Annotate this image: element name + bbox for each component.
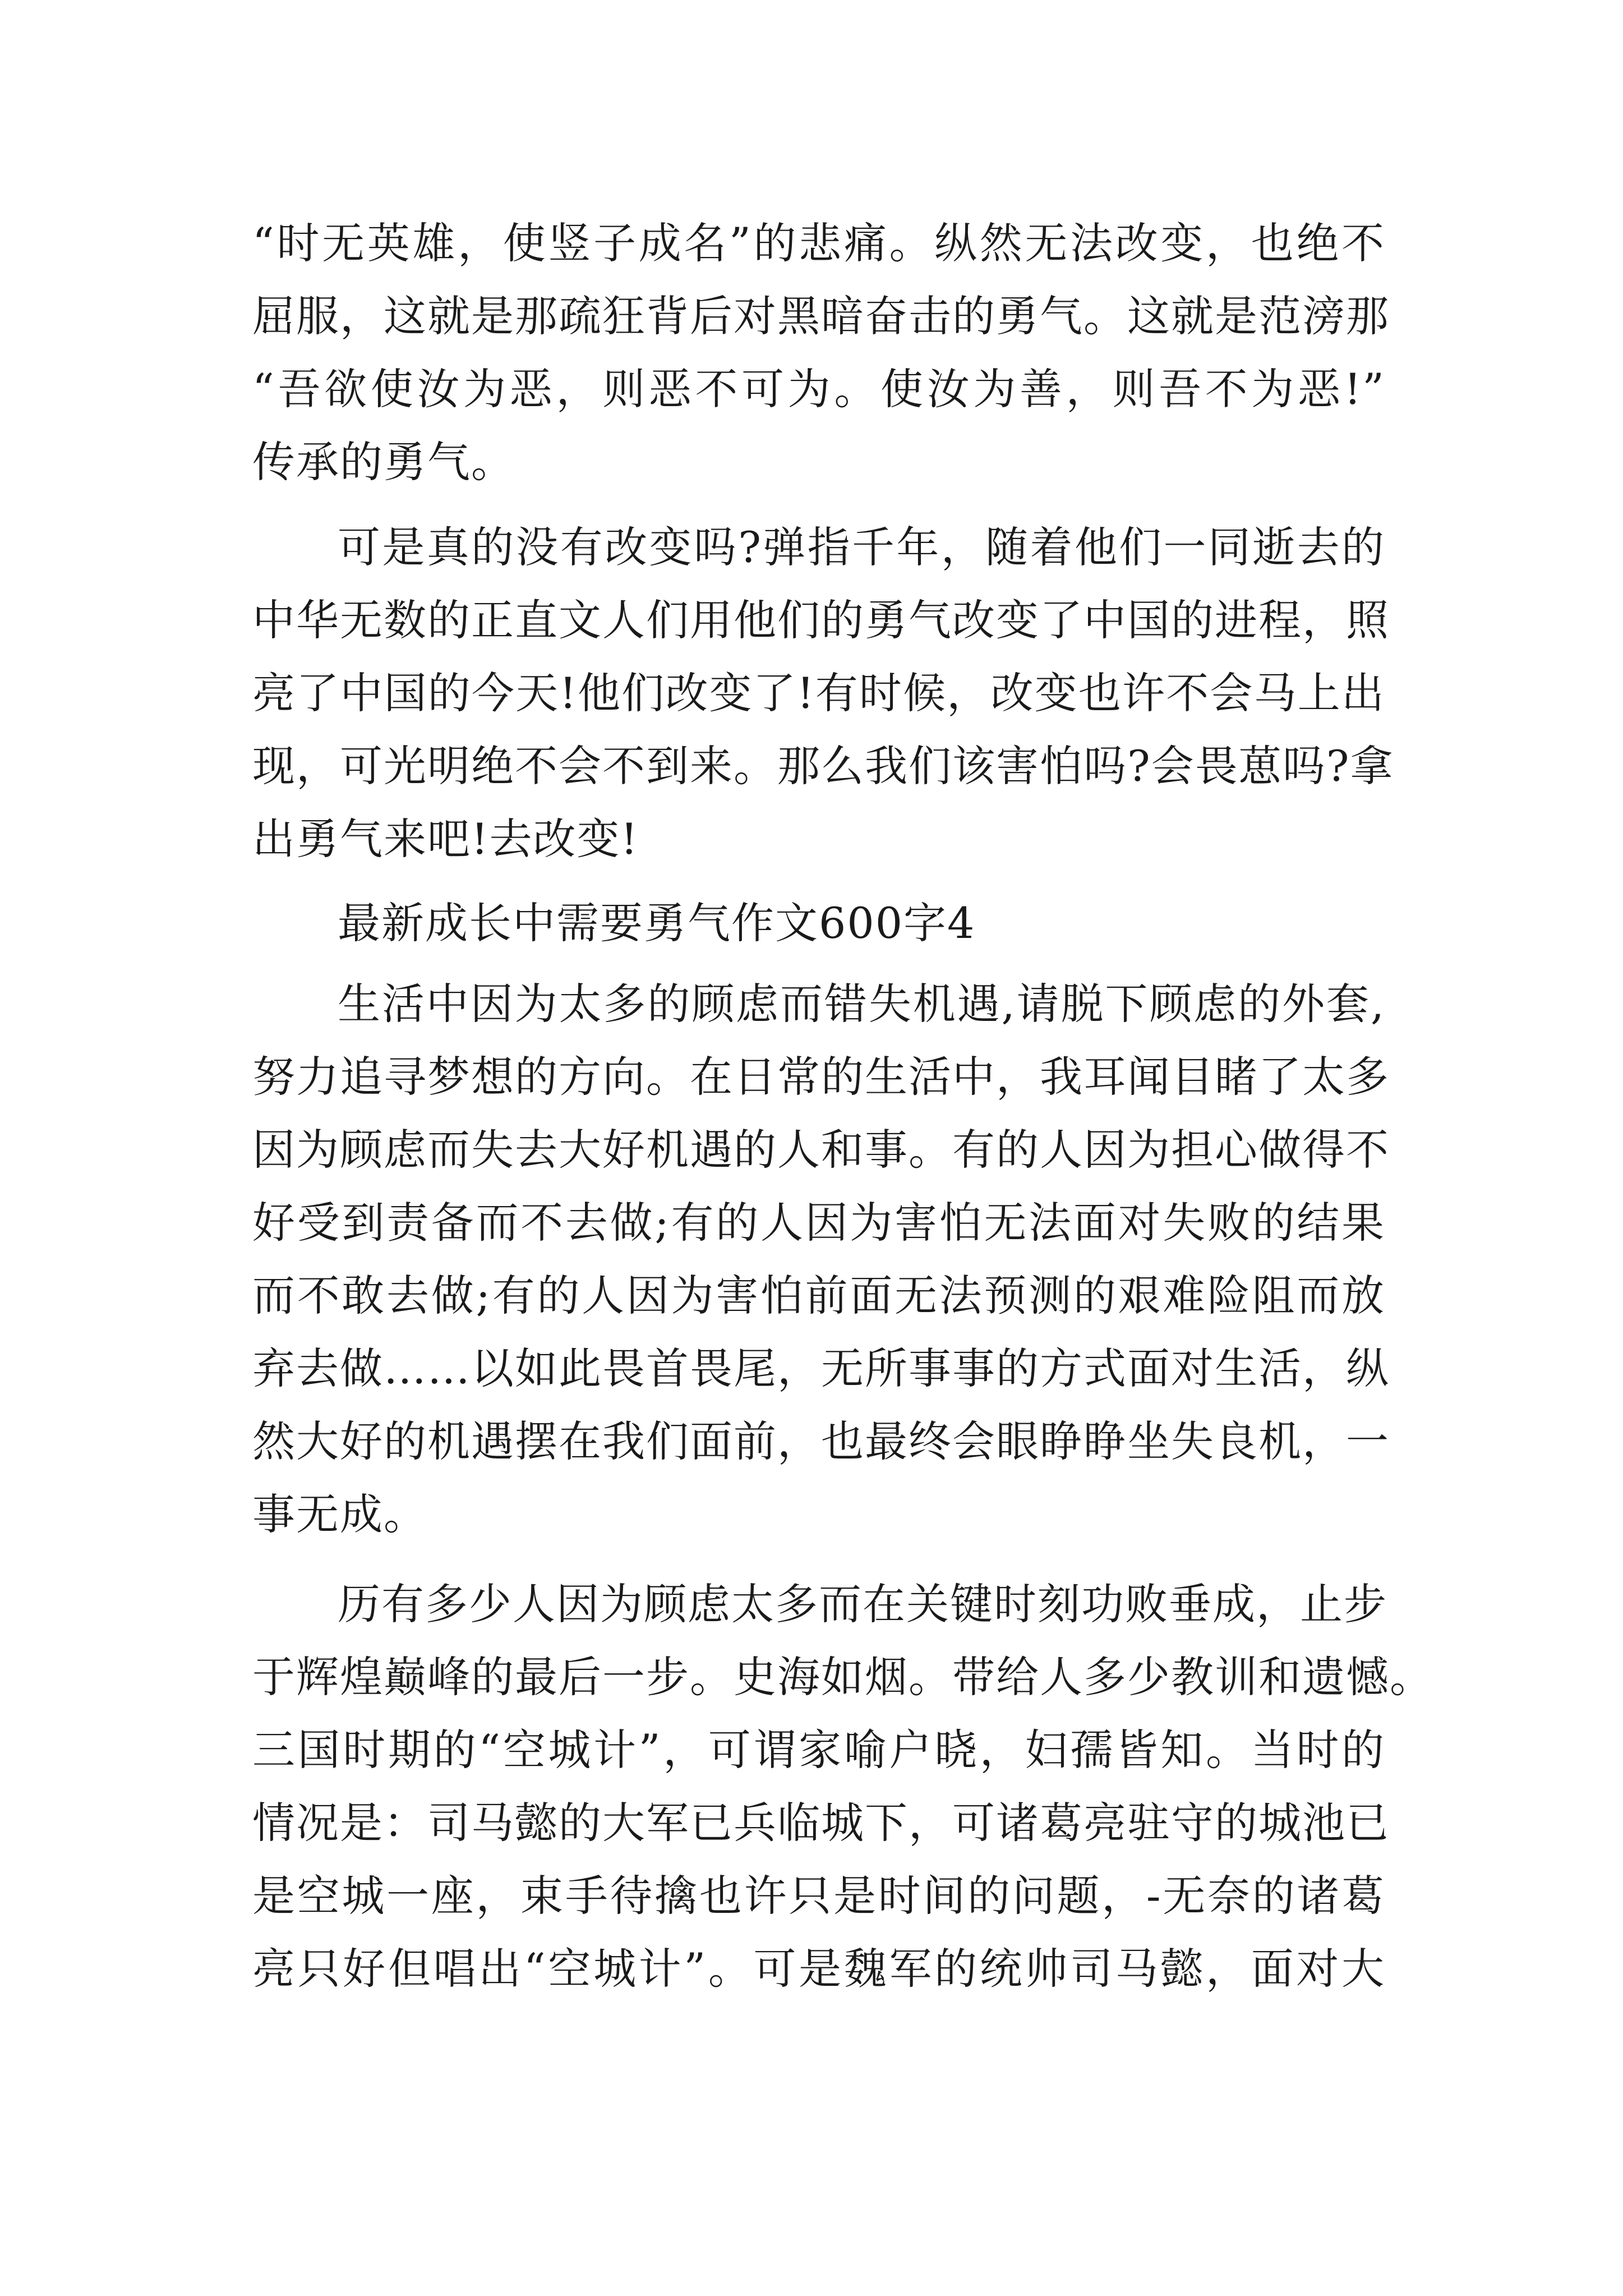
text-line: 情况是：司马懿的大军已兵临城下，可诸葛亮驻守的城池已	[252, 1798, 1390, 1848]
text-line: 出勇气来吧!去改变!	[252, 814, 639, 864]
text-line: 传承的勇气。	[252, 437, 515, 487]
text-line: 屈服，这就是那疏狂背后对黑暗奋击的勇气。这就是范滂那	[252, 291, 1390, 341]
text-line: 生活中因为太多的顾虑而错失机遇,请脱下顾虑的外套,	[338, 979, 1385, 1029]
text-line: 弃去做……以如此畏首畏尾，无所事事的方式面对生活，纵	[252, 1343, 1390, 1393]
text-line: 然大好的机遇摆在我们面前，也最终会眼睁睁坐失良机，一	[252, 1416, 1390, 1466]
text-line: 事无成。	[252, 1489, 427, 1539]
text-line: 亮只好但唱出“空城计”。可是魏军的统帅司马懿，面对大	[252, 1944, 1385, 1994]
text-line: 是空城一座，束手待擒也许只是时间的问题，-无奈的诸葛	[252, 1871, 1385, 1921]
text-line: 历有多少人因为顾虑太多而在关键时刻功败垂成，止步	[338, 1579, 1387, 1629]
text-line: 好受到责备而不去做;有的人因为害怕无法面对失败的结果	[252, 1198, 1385, 1248]
text-line: 最新成长中需要勇气作文600字4	[338, 898, 976, 948]
text-line: 中华无数的正直文人们用他们的勇气改变了中国的进程，照	[252, 595, 1390, 645]
text-line: 三国时期的“空城计”，可谓家喻户晓，妇孺皆知。当时的	[252, 1725, 1385, 1775]
text-line: 而不敢去做;有的人因为害怕前面无法预测的艰难险阻而放	[252, 1271, 1385, 1320]
text-line: “吾欲使汝为恶，则恶不可为。使汝为善，则吾不为恶!”	[252, 364, 1385, 414]
text-line: 可是真的没有改变吗?弹指千年，随着他们一同逝去的	[338, 522, 1385, 572]
text-line: 于辉煌巅峰的最后一步。史海如烟。带给人多少教训和遗憾。	[252, 1652, 1433, 1702]
text-line: 因为顾虑而失去大好机遇的人和事。有的人因为担心做得不	[252, 1125, 1390, 1175]
text-line: 亮了中国的今天!他们改变了!有时候，改变也许不会马上出	[252, 668, 1385, 718]
text-line: 现，可光明绝不会不到来。那么我们该害怕吗?会畏葸吗?拿	[252, 741, 1394, 791]
text-line: 努力追寻梦想的方向。在日常的生活中，我耳闻目睹了太多	[252, 1052, 1390, 1102]
text-line: “时无英雄，使竖子成名”的悲痛。纵然无法改变，也绝不	[252, 218, 1385, 268]
